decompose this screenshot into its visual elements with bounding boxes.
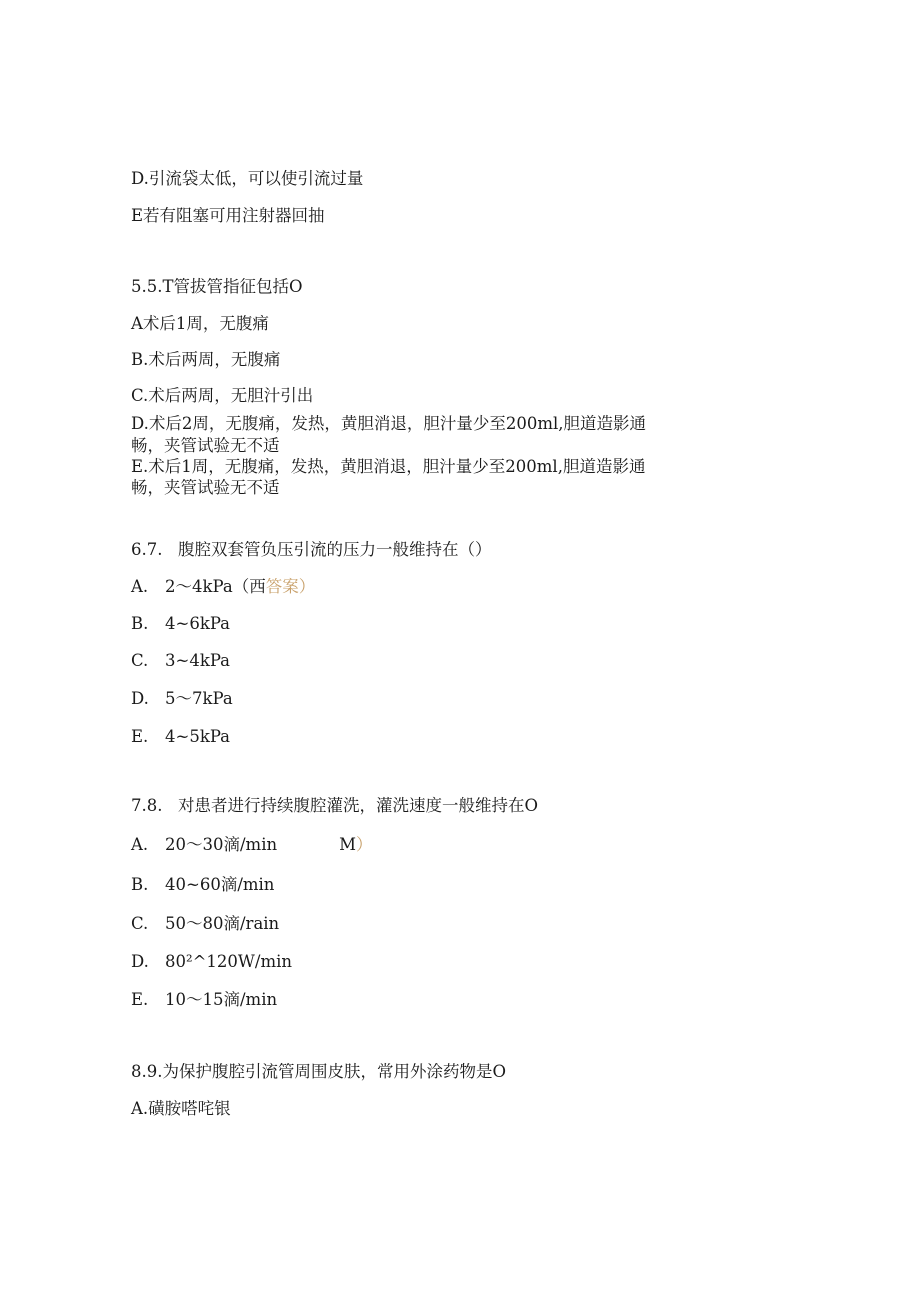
q7-option-b <box>131 875 274 895</box>
q7-option-a-note-m: M <box>339 835 357 854</box>
q6-stem-line <box>131 540 492 560</box>
q5-option-b: B.术后两周，无腹痛 <box>131 350 281 369</box>
q6-option-a <box>131 577 315 597</box>
q5-option-e-line1: E.术后1周，无腹痛，发热，黄胆消退，胆汁量少至200ml,胆道造影通 <box>131 457 646 476</box>
q4-option-d: D.引流袋太低，可以使引流过量 <box>131 169 364 188</box>
q7-stem: 对患者进行持续腹腔灌洗，灌洗速度一般维持在O <box>178 796 539 815</box>
q7-option-b-letter: B. <box>131 875 149 894</box>
q6-option-d-letter: D. <box>131 689 149 708</box>
q7-option-a-text: 20～30滴/min <box>165 835 278 854</box>
q6-number: 6.7. <box>131 540 163 559</box>
q6-option-a-answer-note: 答案） <box>265 577 316 596</box>
q7-option-b-text: 40~60滴/min <box>165 875 275 894</box>
q5-option-d-line2: 畅，夹管试验无不适 <box>131 436 280 455</box>
q7-option-a-note-paren: ） <box>356 835 373 854</box>
q7-number: 7.8. <box>131 796 163 815</box>
q6-option-c-letter: C. <box>131 651 149 670</box>
q6-option-b-text: 4~6kPa <box>165 614 231 633</box>
q5-option-d-line1: D.术后2周，无腹痛，发热，黄胆消退，胆汁量少至200ml,胆道造影通 <box>131 414 647 433</box>
q5-option-c: C.术后两周，无胆汁引出 <box>131 386 314 405</box>
q7-option-a-letter: A. <box>131 835 149 854</box>
q6-option-e <box>131 727 230 747</box>
q7-option-c-letter: C. <box>131 914 149 933</box>
q8-option-a: A.磺胺嗒咤银 <box>131 1099 231 1118</box>
q8-stem: 8.9.为保护腹腔引流管周围皮肤，常用外涂药物是O <box>131 1062 507 1081</box>
q6-option-d <box>131 689 233 709</box>
q6-option-b-letter: B. <box>131 614 149 633</box>
q5-option-e-line2: 畅，夹管试验无不适 <box>131 478 280 497</box>
q6-option-c <box>131 651 230 671</box>
q7-stem-line <box>131 796 538 816</box>
q7-option-d-text: 80²^120W/min <box>165 952 292 971</box>
q7-option-d <box>131 952 292 972</box>
q7-option-c <box>131 914 279 934</box>
q6-stem: 腹腔双套管负压引流的压力一般维持在（） <box>178 540 492 559</box>
q6-option-b <box>131 614 230 634</box>
q7-option-e <box>131 990 277 1010</box>
q6-option-d-text: 5～7kPa <box>165 689 233 708</box>
q6-option-c-text: 3~4kPa <box>165 651 231 670</box>
q7-option-e-letter: E. <box>131 990 149 1009</box>
q7-option-d-letter: D. <box>131 952 149 971</box>
q6-option-e-text: 4~5kPa <box>165 727 231 746</box>
q7-option-c-text: 50～80滴/rain <box>165 914 280 933</box>
q4-option-e: E若有阻塞可用注射器回抽 <box>131 206 325 225</box>
q7-option-a <box>131 835 373 855</box>
q6-option-a-text: 2～4kPa（西 <box>165 577 266 596</box>
q6-option-e-letter: E. <box>131 727 149 746</box>
q5-stem: 5.5.T管拔管指征包括O <box>131 277 303 296</box>
q5-option-a: A术后1周，无腹痛 <box>131 314 269 333</box>
q7-option-e-text: 10～15滴/min <box>165 990 278 1009</box>
q6-option-a-letter: A. <box>131 577 149 596</box>
